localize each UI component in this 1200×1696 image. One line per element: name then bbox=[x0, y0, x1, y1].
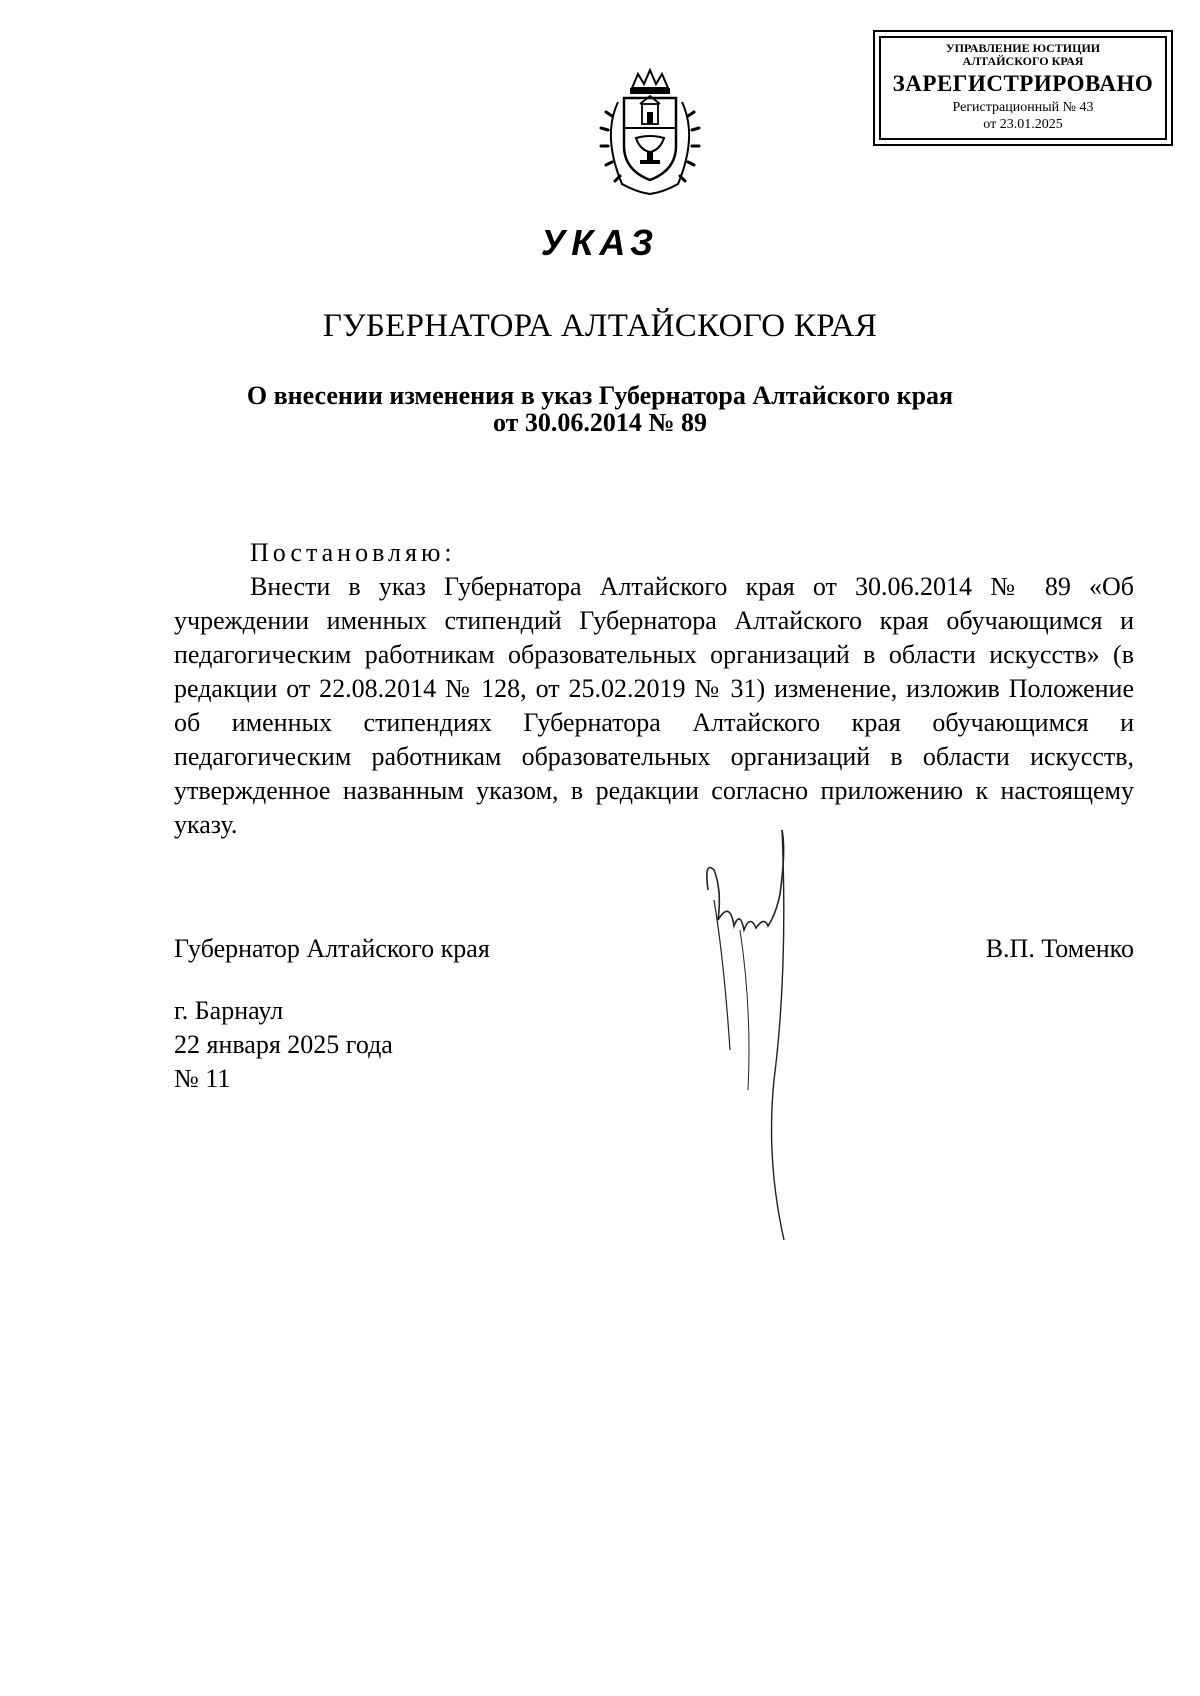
stamp-reg-number: Регистрационный № 43 bbox=[952, 100, 1094, 115]
stamp-title: ЗАРЕГИСТРИРОВАНО bbox=[892, 71, 1154, 96]
document-number: № 11 bbox=[174, 1064, 231, 1093]
signatory-name: В.П. Томенко bbox=[985, 934, 1134, 963]
decree-paragraph: Внести в указ Губернатора Алтайского края от 30.06.2014 № 89 «Об учреждении именных стипендий Губернатора Алтайского края обучающимся и педагогическим работникам образовательных организаций в области искусств» (в редакции от 22.08.2014 № 128, от 25.02.2019 № 31) изменение, изложив Положение об именных стипендиях Губернатора Алтайского края обучающимся и педагогическим работникам образовательных организаций в области искусств, утвержденное названным указом, в редакции согласно приложению к настоящему указу. bbox=[174, 572, 1134, 839]
issue-date: 22 января 2025 года bbox=[174, 1030, 393, 1059]
stamp-authority-line2: АЛТАЙСКОГО КРАЯ bbox=[962, 54, 1084, 68]
issue-city: г. Барнаул bbox=[174, 996, 284, 1025]
stamp-date: от 23.01.2025 bbox=[983, 117, 1063, 132]
stamp-authority-line1: УПРАВЛЕНИЕ ЮСТИЦИИ bbox=[945, 41, 1101, 55]
document-body bbox=[174, 536, 1134, 842]
altai-krai-coat-of-arms-icon bbox=[590, 66, 710, 198]
decree-word: Постановляю: bbox=[250, 538, 456, 567]
subject-line-2: от 30.06.2014 № 89 bbox=[492, 408, 708, 437]
issuing-authority: ГУБЕРНАТОРА АЛТАЙСКОГО КРАЯ bbox=[322, 308, 878, 344]
registration-stamp bbox=[873, 30, 1173, 146]
document-subject bbox=[0, 382, 1200, 436]
stamp-inner-frame bbox=[879, 36, 1167, 140]
signatory-title: Губернатор Алтайского края bbox=[174, 934, 490, 963]
handwritten-signature bbox=[700, 830, 840, 1250]
subject-line-1: О внесении изменения в указ Губернатора Алтайского края bbox=[246, 381, 954, 410]
document-footer bbox=[174, 994, 393, 1096]
document-type: УКАЗ bbox=[540, 222, 660, 263]
